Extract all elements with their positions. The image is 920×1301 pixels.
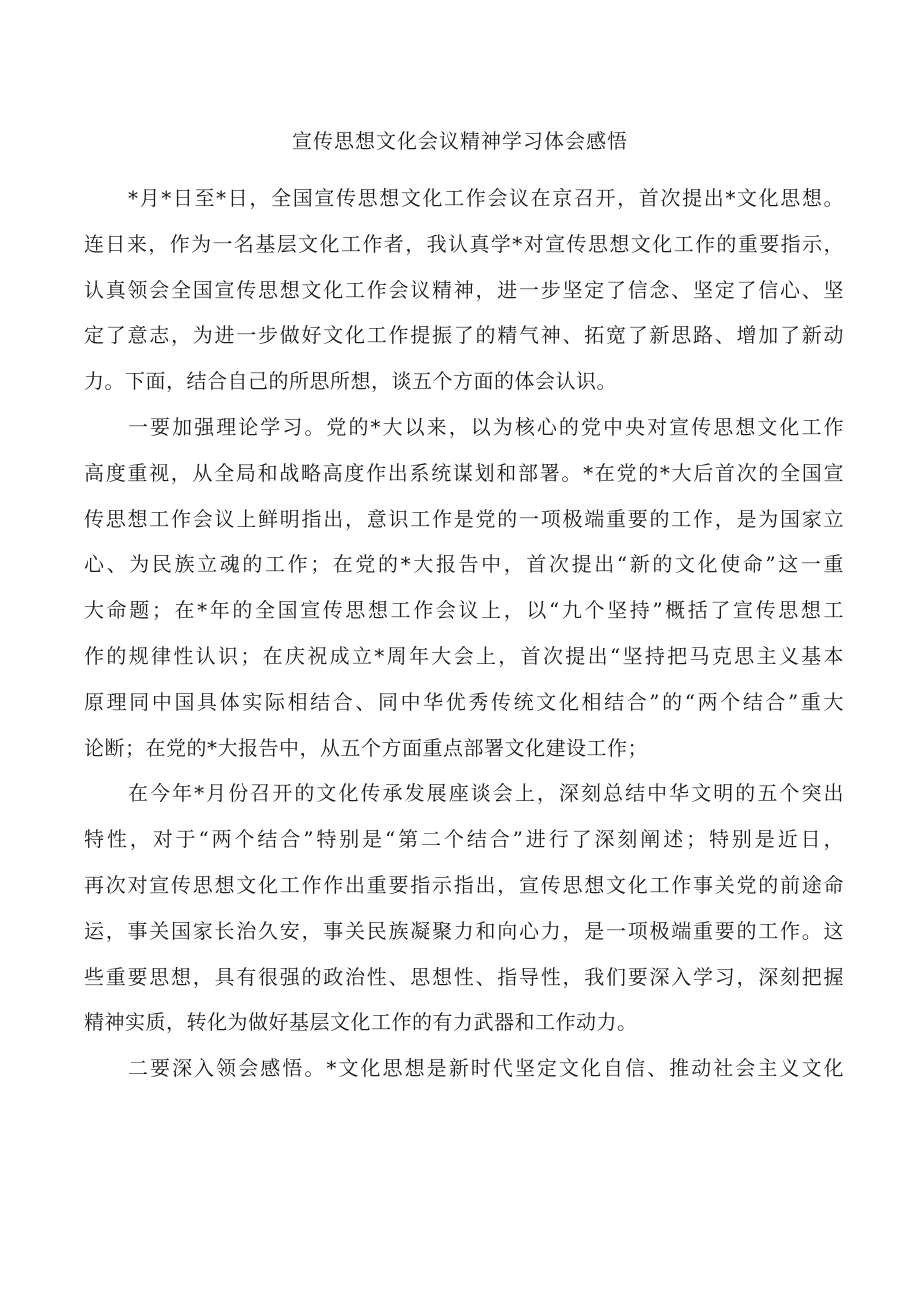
document-title: 宣传思想文化会议精神学习体会感悟 [292, 129, 628, 153]
paragraph-line: 高度重视，从全局和战略高度作出系统谋划和部署。*在党的*大后首次的全国宣 [84, 460, 844, 485]
paragraph-line: 心、为民族立魂的工作；在党的*大报告中，首次提出“新的文化使命”这一重 [84, 552, 844, 577]
paragraph-line: 一要加强理论学习。党的*大以来，以为核心的党中央对宣传思想文化工作 [128, 414, 844, 439]
paragraph-line: 力。下面，结合自己的所思所想，谈五个方面的体会认识。 [84, 369, 617, 394]
paragraph-line: 认真领会全国宣传思想文化工作会议精神，进一步坚定了信念、坚定了信心、坚 [84, 277, 844, 302]
paragraph-line: *月*日至*日，全国宣传思想文化工作会议在京召开，首次提出*文化思想。 [128, 186, 844, 210]
paragraph-1 [84, 176, 844, 405]
paragraph-3 [84, 771, 844, 1046]
paragraph-line: 论断；在党的*大报告中，从五个方面重点部署文化建设工作； [84, 735, 648, 760]
paragraph-line: 精神实质，转化为做好基层文化工作的有力武器和工作动力。 [84, 1010, 638, 1035]
paragraph-line: 作的规律性认识；在庆祝成立*周年大会上，首次提出“坚持把马克思主义基本 [84, 643, 844, 668]
paragraph-line: 运，事关国家长治久安，事关民族凝聚力和向心力，是一项极端重要的工作。这 [84, 918, 844, 943]
paragraph-4 [84, 1046, 844, 1092]
paragraph-line: 大命题；在*年的全国宣传思想工作会议上，以“九个坚持”概括了宣传思想工 [84, 598, 844, 623]
paragraph-line: 传思想工作会议上鲜明指出，意识工作是党的一项极端重要的工作，是为国家立 [84, 506, 844, 531]
paragraph-line: 在今年*月份召开的文化传承发展座谈会上，深刻总结中华文明的五个突出 [128, 781, 844, 806]
paragraph-line: 再次对宣传思想文化工作作出重要指示指出，宣传思想文化工作事关党的前途命 [84, 872, 844, 897]
paragraph-line: 原理同中国具体实际相结合、同中华优秀传统文化相结合”的“两个结合”重大 [84, 689, 844, 714]
paragraph-line: 特性，对于“两个结合”特别是“第二个结合”进行了深刻阐述；特别是近日， [84, 827, 844, 852]
paragraph-2 [84, 405, 844, 771]
paragraph-line: 些重要思想，具有很强的政治性、思想性、指导性，我们要深入学习，深刻把握 [84, 964, 844, 989]
paragraph-line: 定了意志，为进一步做好文化工作提振了的精气神、拓宽了新思路、增加了新动 [84, 323, 844, 348]
document-body [84, 176, 844, 1092]
paragraph-line: 二要深入领会感悟。*文化思想是新时代坚定文化自信、推动社会主义文化 [128, 1056, 844, 1081]
paragraph-line: 连日来，作为一名基层文化工作者，我认真学*对宣传思想文化工作的重要指示， [84, 231, 844, 256]
